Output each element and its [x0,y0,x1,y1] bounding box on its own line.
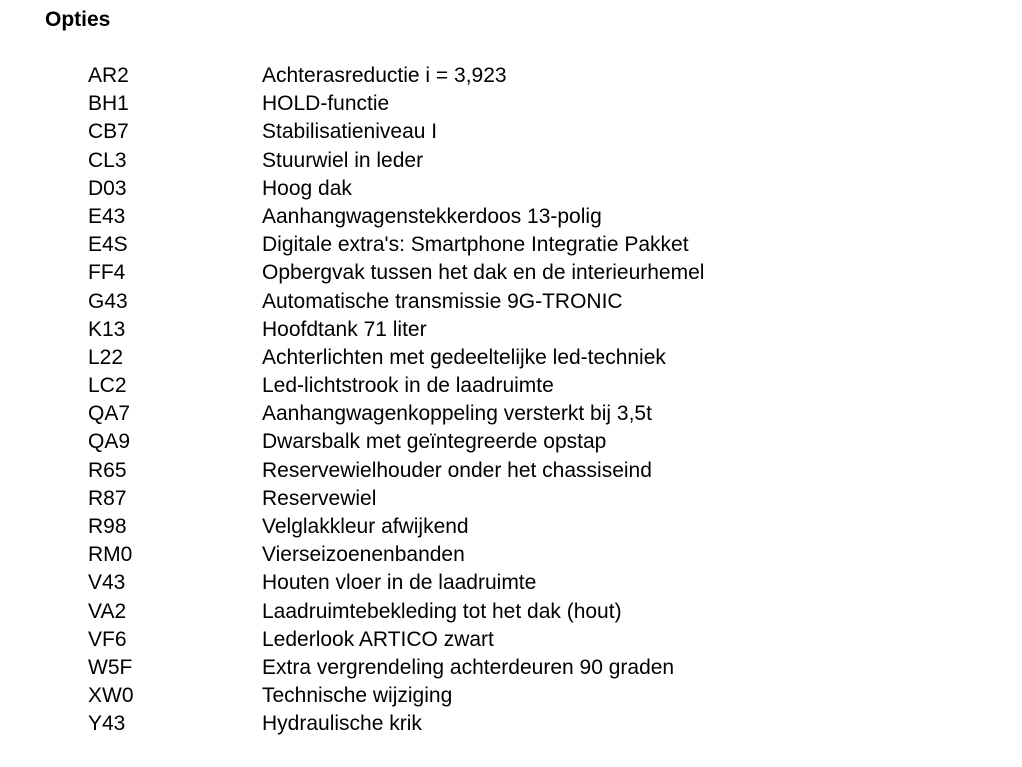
option-description: Digitale extra's: Smartphone Integratie Pakket [262,233,689,257]
option-row [88,569,704,597]
option-row [88,654,704,682]
option-description: Led-lichtstrook in de laadruimte [262,374,554,398]
option-row [88,175,704,203]
option-description: Achterasreductie i = 3,923 [262,64,507,87]
option-row [88,598,704,626]
option-description: Laadruimtebekleding tot het dak (hout) [262,599,622,623]
option-code: VF6 [88,627,127,651]
option-description: Velglakkleur afwijkend [262,515,469,538]
option-row [88,288,704,316]
option-description: Vierseizoenenbanden [262,543,465,567]
option-row [88,513,704,541]
option-code: D03 [88,176,127,200]
option-code: BH1 [88,92,129,116]
option-code: E43 [88,204,126,228]
option-code: RM0 [88,543,133,567]
option-code: QA7 [88,402,131,426]
option-row [88,203,704,231]
option-code: G43 [88,289,128,313]
option-row [88,90,704,118]
option-description: Reservewiel [262,486,377,510]
option-description: Achterlichten met gedeeltelijke led-techniek [262,345,666,369]
option-code: VA2 [88,599,127,623]
option-code: R98 [88,515,127,538]
option-row [88,344,704,372]
option-code: Y43 [88,712,126,736]
option-description: Stuurwiel in leder [262,148,424,172]
option-code: QA9 [88,430,131,454]
option-description: Reservewielhouder onder het chassiseind [262,458,652,482]
option-description: HOLD-functie [262,92,390,116]
option-code: E4S [88,233,128,257]
option-code: L22 [88,345,124,369]
option-code: XW0 [88,684,134,708]
option-code: FF4 [88,261,126,285]
option-description: Hoofdtank 71 liter [262,317,427,341]
options-list [88,62,704,739]
option-row [88,710,704,738]
option-row [88,428,704,456]
option-row [88,372,704,400]
option-row [88,259,704,287]
option-description: Dwarsbalk met geïntegreerde opstap [262,430,607,454]
option-description: Aanhangwagenstekkerdoos 13-polig [262,204,602,228]
option-code: W5F [88,655,133,679]
option-code: CB7 [88,120,129,144]
option-code: K13 [88,317,126,341]
option-code: R87 [88,486,127,510]
option-row [88,118,704,146]
option-row [88,541,704,569]
option-description: Hydraulische krik [262,712,422,736]
option-row [88,626,704,654]
option-description: Opbergvak tussen het dak en de interieurhemel [262,261,705,285]
option-row [88,682,704,710]
option-description: Stabilisatieniveau I [262,120,438,144]
option-row [88,316,704,344]
section-heading: Opties [45,8,111,31]
option-code: V43 [88,571,126,595]
option-row [88,147,704,175]
option-description: Lederlook ARTICO zwart [262,627,494,651]
option-row [88,231,704,259]
option-row [88,400,704,428]
option-code: R65 [88,458,127,482]
option-code: CL3 [88,148,127,172]
option-description: Houten vloer in de laadruimte [262,571,537,595]
option-code: AR2 [88,64,129,87]
option-row [88,485,704,513]
option-code: LC2 [88,374,127,398]
option-description: Technische wijziging [262,684,453,708]
option-description: Aanhangwagenkoppeling versterkt bij 3,5t [262,402,652,426]
option-row [88,457,704,485]
option-row [88,62,704,90]
option-description: Extra vergrendeling achterdeuren 90 graden [262,655,675,679]
option-description: Automatische transmissie 9G-TRONIC [262,289,623,313]
option-description: Hoog dak [262,176,352,200]
